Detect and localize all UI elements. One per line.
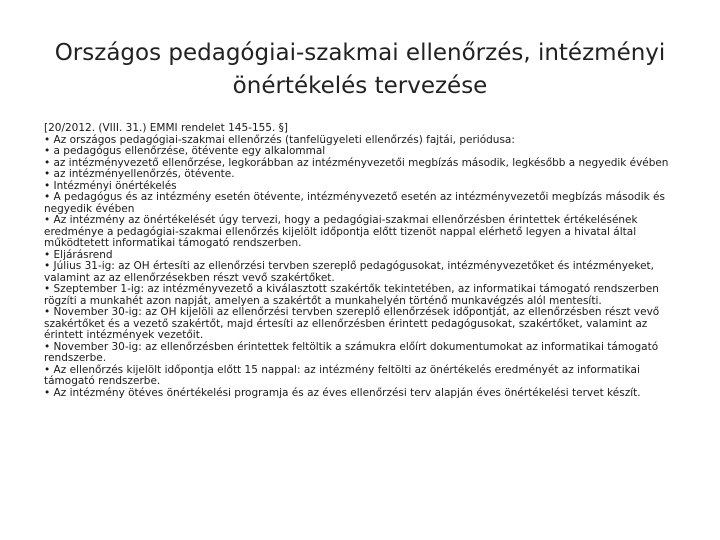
body-line: érintett intézmények vezetőit. [44,329,204,341]
slide-title-line-1: Országos pedagógiai-szakmai ellenőrzés, intézményi [54,40,666,66]
body-line: negyedik évében [44,202,135,215]
body-line: • Intézményi önértékelés [44,179,177,192]
body-line: • Az országos pedagógiai-szakmai ellenőrzés (tanfelügyeleti ellenőrzés) fajtái, periódusa: [44,133,515,146]
body-line: működtetett informatikai támogató rendszerben. [44,237,302,249]
body-line: • A pedagógus és az intézmény esetén ötévente, intézményvezető esetén az intézményvezetői megbízás második és [44,191,665,203]
body-line: szakértőket és a vezető szakértőt, majd értesíti az ellenőrzésben érintett pedagógusokat, szakértőket, valamint az [44,317,648,330]
body-line: • Szeptember 1-ig: az intézményvezető a kiválasztott szakértők tekintetében, az informatikai támogató rendszerben [44,283,659,295]
body-line: támogató rendszerbe. [44,375,161,387]
body-line: • a pedagógus ellenőrzése, ötévente egy alkalommal [44,145,326,157]
body-line: • Az intézmény az önértékelését úgy tervezi, hogy a pedagógiai-szakmai ellenőrzésben érintettek értékelésének [44,214,638,226]
body-line: • Az intézmény ötéves önértékelési programja és az éves ellenőrzési terv alapján éves önértékelési tervet készít. [44,386,641,399]
body-line: • Július 31-ig: az OH értesíti az ellenőrzési tervben szereplő pedagógusokat, intézményvezetőket és intézményeket, [44,260,655,272]
body-line: • November 30-ig: az OH kijelöli az ellenőrzési tervben szereplő ellenőrzések időpontját, az ellenőrzésben részt vevő [44,306,660,318]
body-line: rendszerbe. [44,352,107,364]
body-line: rögzíti a munkahét azon napját, amelyen a szakértőt a munkahelyén történő munkavégzés alól mentesíti. [44,294,602,307]
body-line: • Az ellenőrzés kijelölt időpontja előtt 15 nappal: az intézmény feltölti az önértékelés eredményét az informatikai [44,363,640,376]
body-line-reference: [20/2012. (VIII. 31.) EMMI rendelet 145-155. §] [44,122,289,134]
body-line: • November 30-ig: az ellenőrzésben érintettek feltöltik a számukra előírt dokumentumokat az informatikai támogató [44,340,659,353]
body-line: • az intézményvezető ellenőrzése, legkorábban az intézményvezetői megbízás második, legkésőbb a negyedik évében [44,156,669,169]
slide-title-line-2: önértékelés tervezése [232,73,488,99]
body-line: • az intézményellenőrzés, ötévente. [44,168,235,180]
slide-title [40,37,680,103]
body-line: eredménye a pedagógiai-szakmai ellenőrzés kijelölt időpontja előtt tizenöt nappal elérhető legyen a hivatal által [44,225,637,238]
slide-body [44,123,668,399]
body-line: valamint az az ellenőrzésekben részt vevő szakértőket. [44,271,335,284]
body-line: • Eljárásrend [44,248,113,261]
